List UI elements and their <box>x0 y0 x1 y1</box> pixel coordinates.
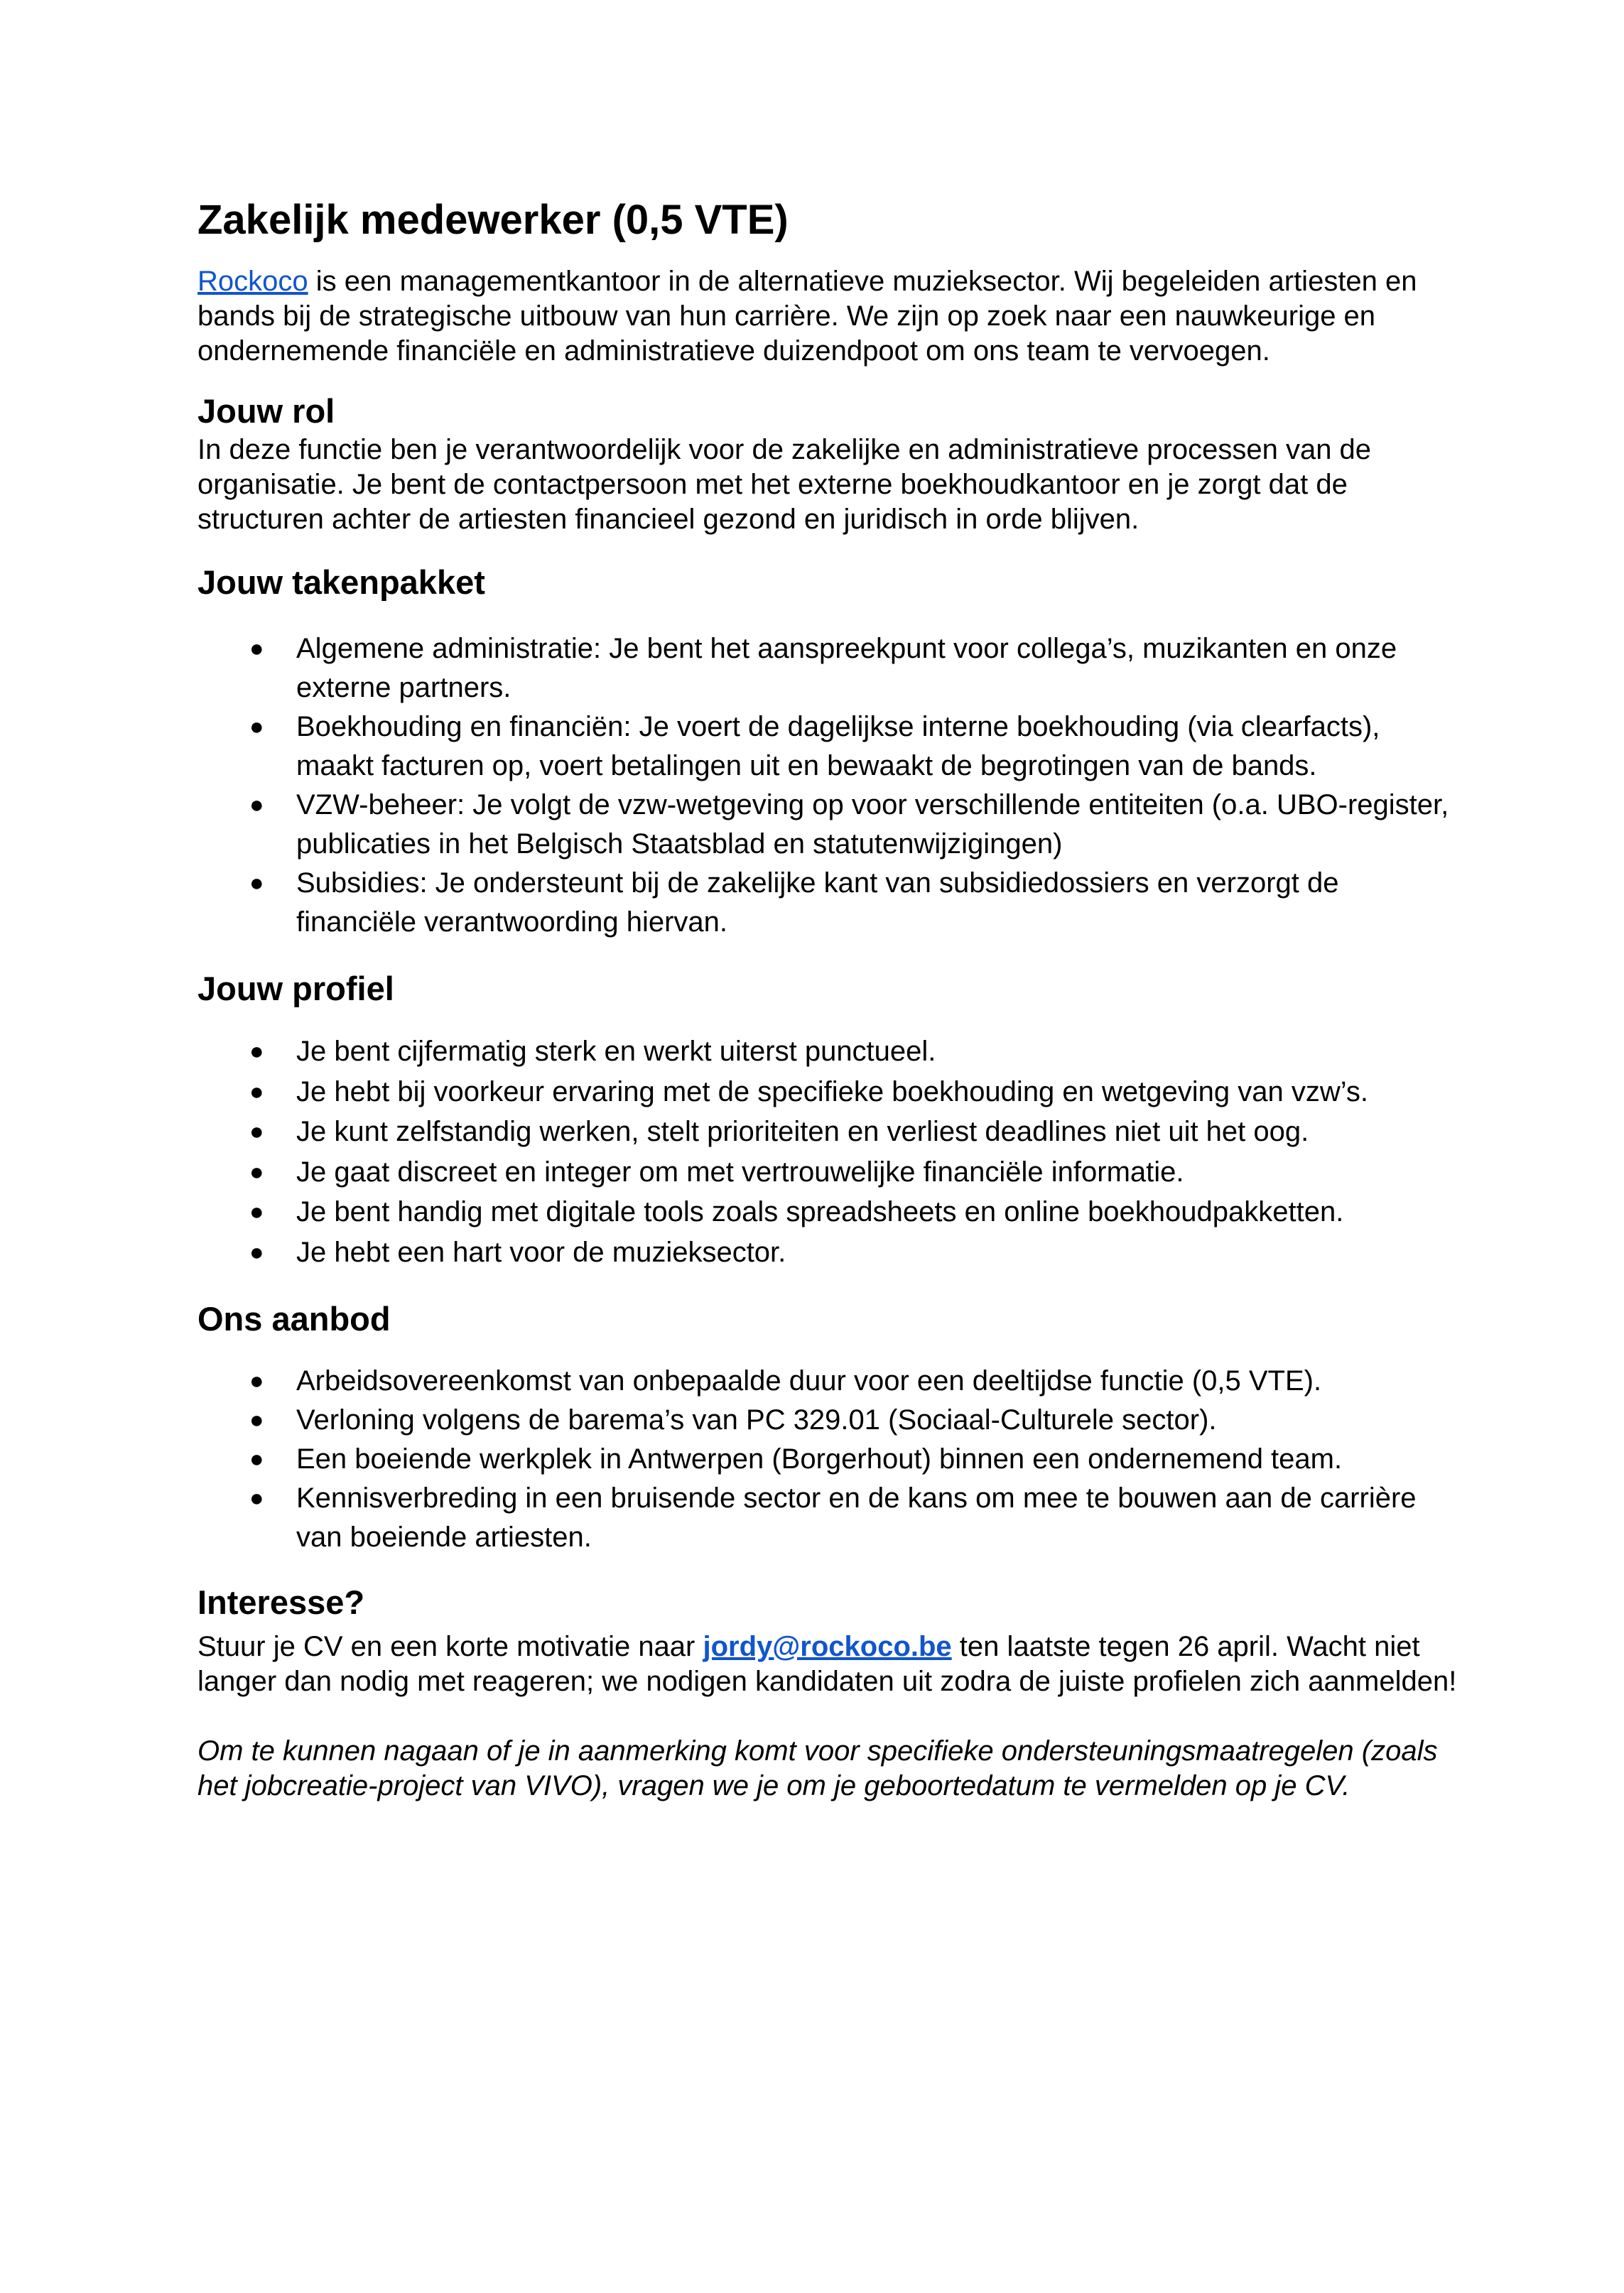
section-heading-rol: Jouw rol <box>197 392 335 430</box>
profiel-list <box>197 1031 1462 1272</box>
section-heading-aanbod: Ons aanbod <box>197 1300 391 1338</box>
bullet-icon: ● <box>249 635 264 662</box>
list-item: ● Boekhouding en financiën: Je voert de dagelijkse interne boekhouding (via clearfacts), maakt facturen op, voert betalingen uit en bewaakt de begrotingen van de bands. <box>197 708 1462 786</box>
list-item: ● VZW-beheer: Je volgt de vzw-wetgeving op voor verschillende entiteiten (o.a. UBO-register, publicaties in het Belgisch Staatsblad en statutenwijzigingen) <box>197 786 1462 864</box>
bullet-icon: ● <box>249 713 264 740</box>
list-item: ● Kennisverbreding in een bruisende sector en de kans om mee te bouwen aan de carrière van boeiende artiesten. <box>197 1479 1462 1557</box>
rockoco-link[interactable]: Rockoco <box>197 266 308 297</box>
list-item: ● Verloning volgens de barema’s van PC 329.01 (Sociaal-Culturele sector). <box>197 1401 1462 1440</box>
bullet-icon: ● <box>249 1038 264 1065</box>
list-item: ● Subsidies: Je ondersteunt bij de zakelijke kant van subsidiedossiers en verzorgt de financiële verantwoording hiervan. <box>197 864 1462 942</box>
page-title: Zakelijk medewerker (0,5 VTE) <box>197 197 789 243</box>
bullet-icon: ● <box>249 1118 264 1145</box>
bullet-icon: ● <box>249 1446 264 1473</box>
bullet-icon: ● <box>249 1078 264 1105</box>
list-item: ● Je bent handig met digitale tools zoals spreadsheets en online boekhoudpakketten. <box>197 1192 1462 1232</box>
section-heading-interesse: Interesse? <box>197 1583 365 1621</box>
intro-text: is een managementkantoor in de alternatieve muzieksector. Wij begeleiden artiesten en bands bij de strategische uitbouw van hun carrière. We zijn op zoek naar een nauwkeurige en ondernemende financiële en administratieve duizendpoot om ons team te vervoegen. <box>197 266 1417 367</box>
bullet-icon: ● <box>249 869 264 896</box>
list-item: ● Je gaat discreet en integer om met vertrouwelijke financiële informatie. <box>197 1152 1462 1193</box>
takenpakket-list <box>197 629 1462 942</box>
birthdate-note: Om te kunnen nagaan of je in aanmerking komt voor specifieke ondersteuningsmaatregelen (zoals het jobcreatie-project van VIVO), vragen we je om je geboortedatum te vermelden op je CV. <box>197 1735 1438 1801</box>
bullet-icon: ● <box>249 1367 264 1394</box>
list-item: ● Algemene administratie: Je bent het aanspreekpunt voor collega’s, muzikanten en onze externe partners. <box>197 629 1462 708</box>
aanbod-list <box>197 1362 1462 1557</box>
list-item: ● Je bent cijfermatig sterk en werkt uiterst punctueel. <box>197 1031 1462 1072</box>
list-item: ● Je kunt zelfstandig werken, stelt prioriteiten en verliest deadlines niet uit het oog. <box>197 1112 1462 1152</box>
bullet-icon: ● <box>249 1485 264 1512</box>
bullet-icon: ● <box>249 791 264 818</box>
list-item: ● Arbeidsovereenkomst van onbepaalde duur voor een deeltijdse functie (0,5 VTE). <box>197 1362 1462 1401</box>
section-heading-takenpakket: Jouw takenpakket <box>197 563 485 601</box>
section-heading-profiel: Jouw profiel <box>197 970 394 1007</box>
list-item: ● Een boeiende werkplek in Antwerpen (Borgerhout) binnen een ondernemend team. <box>197 1440 1462 1479</box>
list-item: ● Je hebt bij voorkeur ervaring met de specifieke boekhouding en wetgeving van vzw’s. <box>197 1072 1462 1112</box>
bullet-icon: ● <box>249 1406 264 1433</box>
contact-paragraph: Stuur je CV en een korte motivatie naar jordy@rockoco.be ten laatste tegen 26 april. Wacht niet langer dan nodig met reageren; we nodigen kandidaten uit zodra de juiste profielen zich aanmelden! <box>197 1631 1457 1697</box>
bullet-icon: ● <box>249 1198 264 1225</box>
bullet-icon: ● <box>249 1158 264 1186</box>
bullet-icon: ● <box>249 1238 264 1266</box>
list-item: ● Je hebt een hart voor de muzieksector. <box>197 1232 1462 1273</box>
document-page <box>197 192 1462 1804</box>
intro-paragraph <box>197 264 1462 369</box>
email-link[interactable]: jordy@rockoco.be <box>703 1631 952 1662</box>
rol-paragraph: In deze functie ben je verantwoordelijk voor de zakelijke en administratieve processen van de organisatie. Je bent de contactpersoon met het externe boekhoudkantoor en je zorgt dat de structuren achter de artiesten financieel gezond en juridisch in orde blijven. <box>197 434 1372 535</box>
